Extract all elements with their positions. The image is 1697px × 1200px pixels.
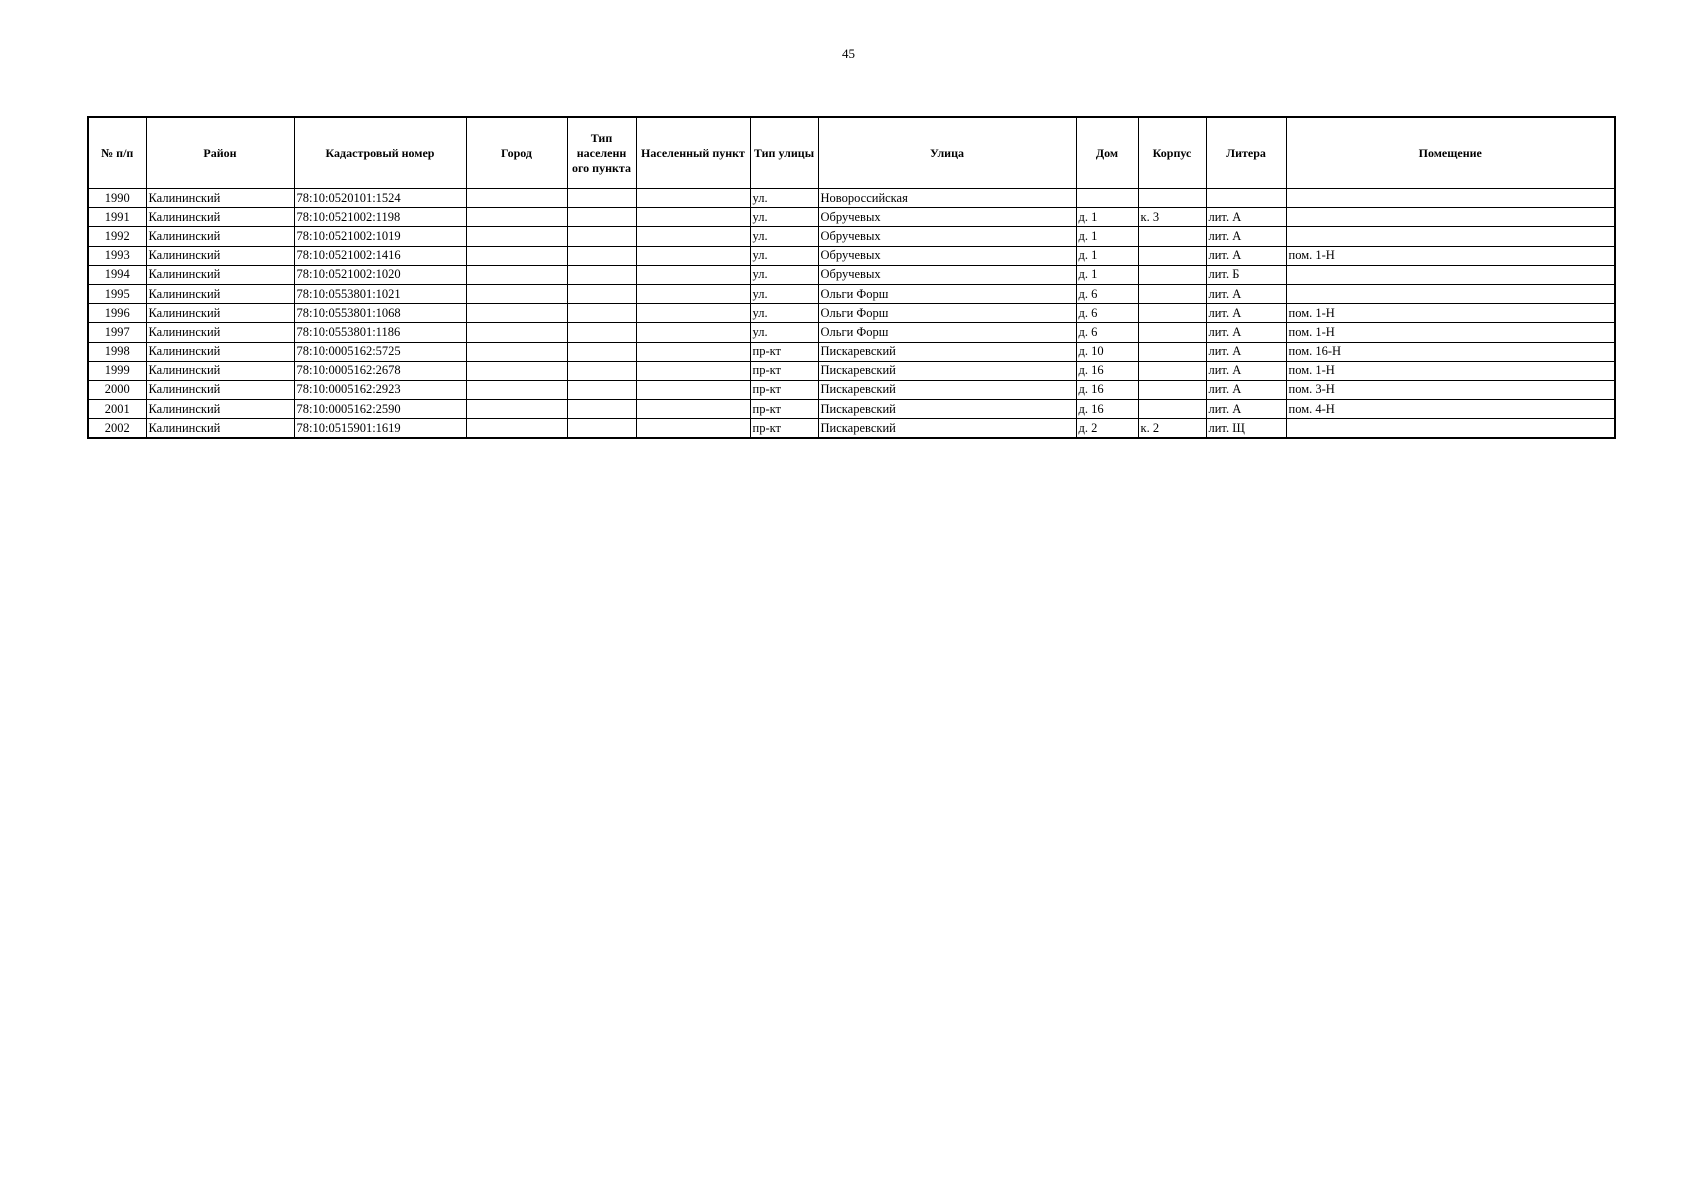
cell-locality: [636, 208, 750, 227]
cell-letter: лит. А: [1206, 304, 1286, 323]
header-district: Район: [146, 117, 294, 189]
cell-letter: лит. А: [1206, 380, 1286, 399]
cell-street: Обручевых: [818, 208, 1076, 227]
cell-city: [466, 189, 567, 208]
cell-street-type: ул.: [750, 189, 818, 208]
cell-num: 1996: [88, 304, 146, 323]
header-street-type: Тип улицы: [750, 117, 818, 189]
table-row: [88, 342, 1615, 361]
cell-cadastral: 78:10:0553801:1186: [294, 323, 466, 342]
cell-locality-type: [567, 227, 636, 246]
table-row: [88, 227, 1615, 246]
cell-premises: [1286, 189, 1615, 208]
cell-city: [466, 419, 567, 439]
page-number: 45: [842, 46, 855, 61]
cell-num: 1997: [88, 323, 146, 342]
cell-house: д. 6: [1076, 323, 1138, 342]
cell-house: д. 6: [1076, 284, 1138, 303]
cell-house: д. 16: [1076, 380, 1138, 399]
table-row: [88, 304, 1615, 323]
table-row: [88, 380, 1615, 399]
cell-premises: [1286, 284, 1615, 303]
cell-district: Калининский: [146, 304, 294, 323]
cell-district: Калининский: [146, 208, 294, 227]
table-row: [88, 265, 1615, 284]
table-row: [88, 419, 1615, 439]
cell-locality: [636, 400, 750, 419]
table-row: [88, 361, 1615, 380]
cell-city: [466, 265, 567, 284]
cell-premises: пом. 16-Н: [1286, 342, 1615, 361]
cell-premises: пом. 4-Н: [1286, 400, 1615, 419]
table-row: [88, 323, 1615, 342]
cell-premises: пом. 1-Н: [1286, 323, 1615, 342]
cell-num: 2001: [88, 400, 146, 419]
header-city: Город: [466, 117, 567, 189]
cell-num: 1998: [88, 342, 146, 361]
cell-city: [466, 400, 567, 419]
cell-house: д. 2: [1076, 419, 1138, 439]
cell-building: [1138, 246, 1206, 265]
header-num: № п/п: [88, 117, 146, 189]
cell-locality: [636, 227, 750, 246]
cell-city: [466, 227, 567, 246]
cell-street: Ольги Форш: [818, 284, 1076, 303]
cell-building: [1138, 284, 1206, 303]
cell-street-type: ул.: [750, 227, 818, 246]
cell-street: Новороссийская: [818, 189, 1076, 208]
cell-locality: [636, 419, 750, 439]
cell-building: к. 3: [1138, 208, 1206, 227]
cell-street: Ольги Форш: [818, 304, 1076, 323]
cell-locality-type: [567, 419, 636, 439]
cell-locality-type: [567, 189, 636, 208]
cell-district: Калининский: [146, 284, 294, 303]
table-row: [88, 246, 1615, 265]
cell-letter: лит. Щ: [1206, 419, 1286, 439]
cell-house: д. 1: [1076, 265, 1138, 284]
header-row: [88, 117, 1615, 189]
cell-building: [1138, 323, 1206, 342]
cell-building: [1138, 304, 1206, 323]
table-row: [88, 284, 1615, 303]
cell-house: д. 16: [1076, 400, 1138, 419]
table-body: [88, 189, 1615, 439]
cell-locality: [636, 304, 750, 323]
cell-locality: [636, 265, 750, 284]
cell-district: Калининский: [146, 246, 294, 265]
cell-street-type: ул.: [750, 265, 818, 284]
cell-num: 1995: [88, 284, 146, 303]
cell-city: [466, 342, 567, 361]
cell-locality: [636, 323, 750, 342]
cell-premises: [1286, 419, 1615, 439]
cell-letter: лит. А: [1206, 400, 1286, 419]
cell-cadastral: 78:10:0005162:5725: [294, 342, 466, 361]
cell-street: Пискаревский: [818, 380, 1076, 399]
cell-street: Обручевых: [818, 265, 1076, 284]
cell-letter: лит. А: [1206, 208, 1286, 227]
cell-district: Калининский: [146, 189, 294, 208]
cell-building: к. 2: [1138, 419, 1206, 439]
cell-num: 1992: [88, 227, 146, 246]
cell-street: Пискаревский: [818, 361, 1076, 380]
cell-locality-type: [567, 265, 636, 284]
cell-cadastral: 78:10:0005162:2678: [294, 361, 466, 380]
cell-street-type: ул.: [750, 323, 818, 342]
cell-street: Пискаревский: [818, 342, 1076, 361]
cell-cadastral: 78:10:0553801:1068: [294, 304, 466, 323]
cell-house: д. 1: [1076, 208, 1138, 227]
cell-cadastral: 78:10:0521002:1019: [294, 227, 466, 246]
cell-cadastral: 78:10:0520101:1524: [294, 189, 466, 208]
header-letter: Литера: [1206, 117, 1286, 189]
cell-building: [1138, 400, 1206, 419]
cell-street: Ольги Форш: [818, 323, 1076, 342]
header-building: Корпус: [1138, 117, 1206, 189]
cell-num: 1993: [88, 246, 146, 265]
cell-premises: [1286, 265, 1615, 284]
cell-locality-type: [567, 361, 636, 380]
cell-cadastral: 78:10:0521002:1198: [294, 208, 466, 227]
cell-house: [1076, 189, 1138, 208]
cell-house: д. 10: [1076, 342, 1138, 361]
cell-house: д. 6: [1076, 304, 1138, 323]
cell-street-type: ул.: [750, 304, 818, 323]
cell-locality-type: [567, 342, 636, 361]
cell-city: [466, 304, 567, 323]
header-street: Улица: [818, 117, 1076, 189]
cell-street: Обручевых: [818, 227, 1076, 246]
cell-district: Калининский: [146, 400, 294, 419]
table-row: [88, 208, 1615, 227]
table-header: [88, 117, 1615, 189]
cell-premises: пом. 1-Н: [1286, 304, 1615, 323]
table-row: [88, 189, 1615, 208]
cell-street: Пискаревский: [818, 400, 1076, 419]
cell-locality: [636, 361, 750, 380]
cell-building: [1138, 342, 1206, 361]
cell-street-type: пр-кт: [750, 342, 818, 361]
cell-letter: лит. А: [1206, 361, 1286, 380]
cell-street-type: пр-кт: [750, 400, 818, 419]
cell-locality-type: [567, 208, 636, 227]
cell-locality: [636, 380, 750, 399]
cell-letter: лит. А: [1206, 284, 1286, 303]
table-row: [88, 400, 1615, 419]
cell-premises: [1286, 208, 1615, 227]
cell-street-type: пр-кт: [750, 419, 818, 439]
cell-premises: [1286, 227, 1615, 246]
cell-locality-type: [567, 304, 636, 323]
header-cadastral: Кадастровый номер: [294, 117, 466, 189]
cell-premises: пом. 1-Н: [1286, 361, 1615, 380]
cell-district: Калининский: [146, 265, 294, 284]
cell-cadastral: 78:10:0515901:1619: [294, 419, 466, 439]
cell-house: д. 1: [1076, 246, 1138, 265]
cell-building: [1138, 361, 1206, 380]
cell-district: Калининский: [146, 323, 294, 342]
cell-street-type: ул.: [750, 246, 818, 265]
cell-letter: лит. А: [1206, 323, 1286, 342]
cell-district: Калининский: [146, 380, 294, 399]
cell-num: 1994: [88, 265, 146, 284]
cell-locality-type: [567, 400, 636, 419]
header-locality-type: Тип населенн ого пункта: [567, 117, 636, 189]
cell-district: Калининский: [146, 342, 294, 361]
cell-district: Калининский: [146, 227, 294, 246]
header-locality: Населенный пункт: [636, 117, 750, 189]
cell-premises: пом. 1-Н: [1286, 246, 1615, 265]
cell-letter: лит. А: [1206, 342, 1286, 361]
cell-street-type: ул.: [750, 208, 818, 227]
cell-district: Калининский: [146, 361, 294, 380]
cell-locality-type: [567, 323, 636, 342]
cell-premises: пом. 3-Н: [1286, 380, 1615, 399]
cell-street-type: пр-кт: [750, 380, 818, 399]
cell-letter: лит. А: [1206, 246, 1286, 265]
cell-locality: [636, 284, 750, 303]
cell-letter: [1206, 189, 1286, 208]
header-premises: Помещение: [1286, 117, 1615, 189]
cell-locality-type: [567, 380, 636, 399]
cell-num: 1991: [88, 208, 146, 227]
cell-city: [466, 284, 567, 303]
cell-city: [466, 246, 567, 265]
cell-locality: [636, 246, 750, 265]
cell-city: [466, 323, 567, 342]
cell-locality: [636, 189, 750, 208]
cell-letter: лит. А: [1206, 227, 1286, 246]
cell-building: [1138, 189, 1206, 208]
cell-city: [466, 361, 567, 380]
cell-street: Пискаревский: [818, 419, 1076, 439]
cell-cadastral: 78:10:0521002:1020: [294, 265, 466, 284]
cell-street-type: пр-кт: [750, 361, 818, 380]
cell-letter: лит. Б: [1206, 265, 1286, 284]
cell-building: [1138, 265, 1206, 284]
cell-num: 1990: [88, 189, 146, 208]
cell-building: [1138, 380, 1206, 399]
cell-house: д. 16: [1076, 361, 1138, 380]
cell-num: 2002: [88, 419, 146, 439]
cell-building: [1138, 227, 1206, 246]
cell-cadastral: 78:10:0005162:2923: [294, 380, 466, 399]
cell-locality-type: [567, 284, 636, 303]
cell-locality-type: [567, 246, 636, 265]
cell-num: 2000: [88, 380, 146, 399]
cell-district: Калининский: [146, 419, 294, 439]
cell-cadastral: 78:10:0005162:2590: [294, 400, 466, 419]
cell-locality: [636, 342, 750, 361]
cell-street: Обручевых: [818, 246, 1076, 265]
cell-city: [466, 208, 567, 227]
cell-num: 1999: [88, 361, 146, 380]
cell-house: д. 1: [1076, 227, 1138, 246]
cell-cadastral: 78:10:0521002:1416: [294, 246, 466, 265]
cell-cadastral: 78:10:0553801:1021: [294, 284, 466, 303]
registry-table: [87, 116, 1616, 439]
cell-street-type: ул.: [750, 284, 818, 303]
header-house: Дом: [1076, 117, 1138, 189]
cell-city: [466, 380, 567, 399]
